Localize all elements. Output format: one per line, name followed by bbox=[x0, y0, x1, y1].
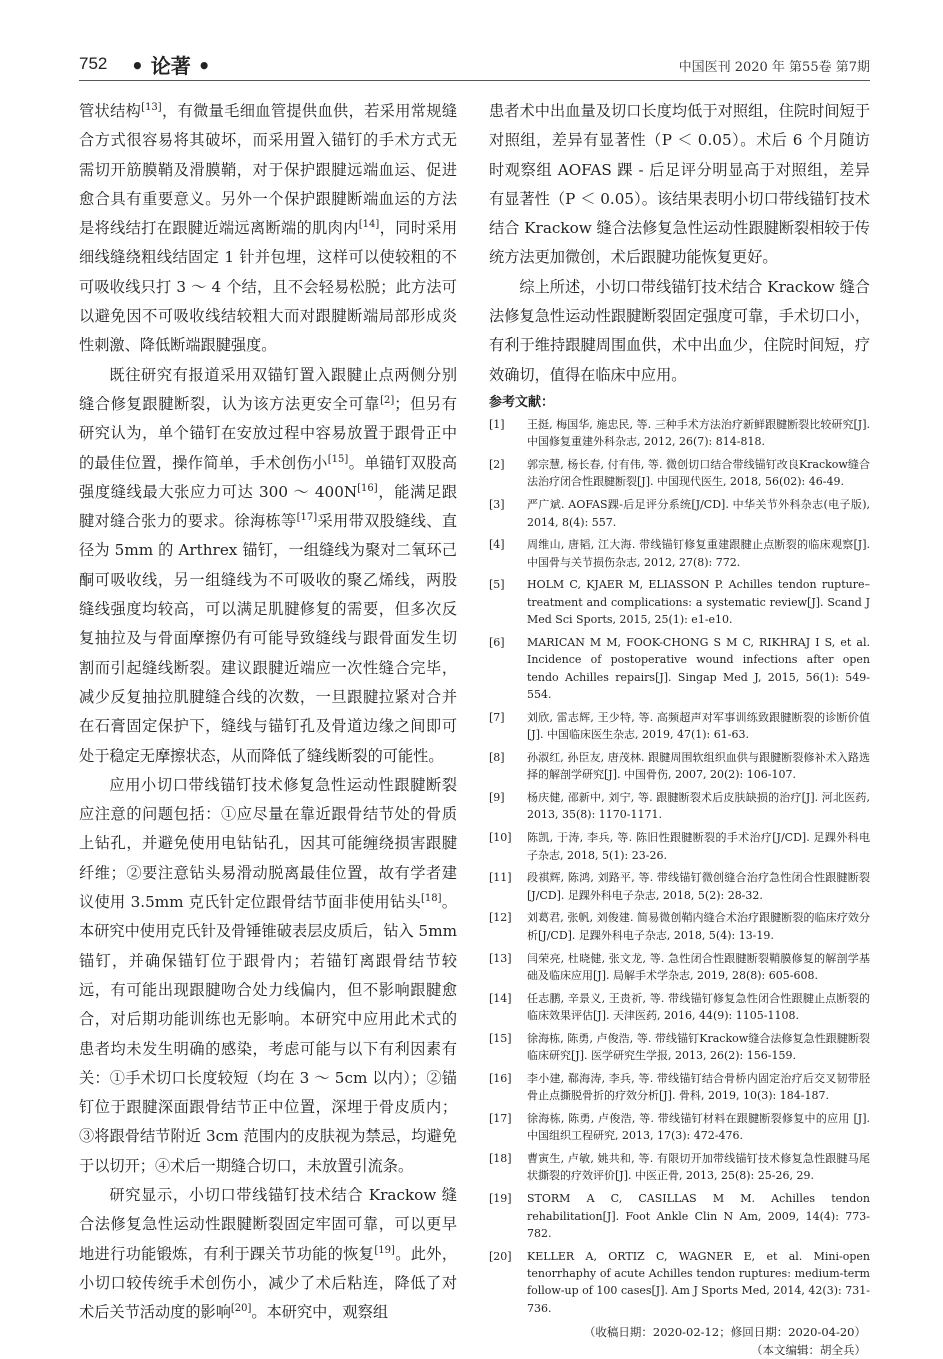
citation[interactable]: [14] bbox=[358, 219, 380, 231]
reference-text: 曹寅生, 卢敏, 姚共和, 等. 有限切开加带线锚钉技术修复急性跟腱马尾状撕裂的疗效评价[J]. 中医正骨, 2013, 25(8): 25-26, 29. bbox=[527, 1152, 870, 1183]
reference-number: [17] bbox=[489, 1111, 512, 1125]
reference-number: [5] bbox=[489, 578, 505, 592]
reference-text: 周维山, 唐韬, 江大海. 带线锚钉修复重建跟腱止点断裂的临床观察[J]. 中国骨与关节损伤杂志, 2012, 27(8): 772. bbox=[527, 538, 870, 569]
reference-item bbox=[489, 829, 870, 864]
journal-info: 中国医刊 2020 年 第55卷 第7期 bbox=[678, 60, 870, 75]
reference-item bbox=[489, 749, 870, 784]
paragraph: 综上所述，小切口带线锚钉技术结合 Krackow 缝合法修复急性运动性跟腱断裂固定强度可靠，手术切口小，有利于维持跟腱周围血供，术中出血少，住院时间短，疗效确切，值得在临床中应用。 bbox=[489, 277, 870, 384]
reference-number: [8] bbox=[489, 750, 505, 764]
reference-text: 徐海栋, 陈勇, 卢俊浩, 等. 带线锚钉材料在跟腱断裂修复中的应用 [J]. 中国组织工程研究, 2013, 17(3): 472-476. bbox=[527, 1111, 870, 1143]
reference-text: 王挺, 梅国华, 施忠民, 等. 三种手术方法治疗新鲜跟腱断裂比较研究[J]. 中国修复重建外科杂志, 2012, 26(7): 814-818. bbox=[527, 417, 870, 449]
reference-number: [15] bbox=[489, 1031, 512, 1045]
reference-text: MARICAN M M, FOOK-CHONG S M C, RIKHRAJ I S, et al. Incidence of postoperative wound infections after open tendo Achilles repairs[J]. Singap Med J, 2015, 56(1): 549-554. bbox=[527, 635, 870, 702]
reference-text: 陈凯, 于涛, 李兵, 等. 陈旧性跟腱断裂的手术治疗[J/CD]. 足踝外科电子杂志, 2018, 5(1): 23-26. bbox=[527, 831, 870, 862]
reference-item bbox=[489, 990, 870, 1025]
reference-number: [19] bbox=[489, 1192, 512, 1206]
reference-number: [2] bbox=[489, 458, 505, 472]
reference-number: [6] bbox=[489, 635, 505, 649]
reference-list bbox=[489, 416, 870, 1317]
citation[interactable]: [16] bbox=[357, 482, 378, 494]
right-column bbox=[489, 97, 870, 1359]
citation[interactable]: [19] bbox=[374, 1244, 395, 1256]
reference-item bbox=[489, 416, 870, 451]
reference-text: STORM A C, CASILLAS M M. Achilles tendon rehabilitation[J]. Foot Ankle Clin N Am, 2009, 14(4): 773-782. bbox=[527, 1192, 870, 1240]
reference-item bbox=[489, 1110, 870, 1145]
reference-item bbox=[489, 1190, 870, 1242]
reference-number: [11] bbox=[489, 871, 512, 885]
reference-number: [18] bbox=[489, 1152, 512, 1166]
reference-item bbox=[489, 576, 870, 628]
reference-item bbox=[489, 496, 870, 531]
citation[interactable]: [20] bbox=[230, 1303, 252, 1315]
reference-number: [12] bbox=[489, 911, 512, 925]
reference-text: 刘葛君, 张帆, 刘俊建. 简易微创鞘内缝合术治疗跟腱断裂的临床疗效分析[J/CD]. 足踝外科电子杂志, 2018, 5(4): 13-19. bbox=[527, 911, 870, 942]
reference-number: [3] bbox=[489, 498, 505, 512]
reference-number: [20] bbox=[489, 1249, 512, 1263]
reference-text: 任志鹏, 辛景义, 王贵祈, 等. 带线锚钉修复急性闭合性跟腱止点断裂的临床效果评估[J]. 天津医药, 2016, 44(9): 1105-1108. bbox=[527, 991, 870, 1023]
reference-item bbox=[489, 709, 870, 744]
reference-text: 徐海栋, 陈勇, 卢俊浩, 等. 带线锚钉Krackow缝合法修复急性跟腱断裂临床研究[J]. 医学研究生学报, 2013, 26(2): 156-159. bbox=[527, 1031, 870, 1063]
reference-text: 段祺辉, 陈鸿, 刘路平, 等. 带线锚钉微创缝合治疗急性闭合性跟腱断裂[J/CD]. 足踝外科电子杂志, 2018, 5(2): 28-32. bbox=[527, 871, 870, 902]
reference-text: 闫荣亮, 杜晓健, 张文龙, 等. 急性闭合性跟腱断裂鞘膜修复的解剖学基础及临床应用[J]. 局解手术学杂志, 2019, 28(8): 605-608. bbox=[527, 951, 870, 982]
left-column bbox=[79, 97, 457, 1327]
reference-item bbox=[489, 1150, 870, 1185]
reference-text: 刘欣, 雷志辉, 王少特, 等. 高频超声对军事训练致跟腱断裂的诊断价值[J]. 中国临床医生杂志, 2019, 47(1): 61-63. bbox=[527, 710, 870, 742]
reference-item bbox=[489, 1070, 870, 1105]
citation[interactable]: [2] bbox=[380, 394, 395, 406]
reference-item bbox=[489, 1248, 870, 1318]
reference-item bbox=[489, 536, 870, 571]
citation[interactable]: [13] bbox=[141, 101, 162, 113]
page-number: 752 bbox=[79, 54, 108, 73]
reference-text: 郭宗慧, 杨长春, 付有伟, 等. 微创切口结合带线锚钉改良Krackow缝合法治疗闭合性跟腱断裂[J]. 中国现代医生, 2018, 56(02): 46-49. bbox=[527, 458, 870, 489]
reference-item bbox=[489, 909, 870, 944]
reference-number: [13] bbox=[489, 951, 512, 965]
reference-text: 孙淑红, 孙臣友, 唐茂林. 跟腱周围软组织血供与跟腱断裂修补术入路选择的解剖学研究[J]. 中国骨伤, 2007, 20(2): 106-107. bbox=[527, 750, 870, 782]
reference-item bbox=[489, 950, 870, 985]
paragraph: 既往研究有报道采用双锚钉置入跟腱止点两侧分别缝合修复跟腱断裂，认为该方法更安全可靠[2]；但另有研究认为，单个锚钉在安放过程中容易放置于跟骨正中的最佳位置，操作简单，手术创伤小[15]。单锚钉双股高强度缝线最大张应力可达 300 ～ 400N[16]，能满足跟腱对缝合张力的要求。徐海栋等[17]采用带双股缝线、直径为 5mm 的 Arthrex 锚钉，一组缝线为聚对二氧环己酮可吸收线，另一组缝线为不可吸收的聚乙烯线，两股缝线强度均较高，可以满足肌腱修复的需要，但多次反复抽拉及与骨面摩擦仍有可能导致缝线与跟骨面发生切割而引起缝线断裂。建议跟腱近端应一次性缝合完毕，减少反复抽拉肌腱缝合线的次数，一旦跟腱拉紧对合并在石膏固定保护下，缝线与锚钉孔及骨道边缘之间即可处于稳定无摩擦状态，从而降低了缝线断裂的可能性。 bbox=[79, 365, 458, 765]
citation[interactable]: [15] bbox=[327, 453, 349, 465]
citation[interactable]: [18] bbox=[420, 892, 442, 904]
reference-item bbox=[489, 789, 870, 824]
reference-item bbox=[489, 634, 870, 704]
references-heading: 参考文献： bbox=[489, 394, 555, 410]
reference-item bbox=[489, 869, 870, 904]
citation[interactable]: [17] bbox=[296, 512, 318, 524]
reference-text: 严广斌. AOFAS踝-后足评分系统[J/CD]. 中华关节外科杂志(电子版), 2014, 8(4): 557. bbox=[527, 498, 870, 529]
reference-number: [4] bbox=[489, 538, 505, 552]
reference-text: 李小建, 郗海涛, 李兵, 等. 带线锚钉结合骨桥内固定治疗后交叉韧带胫骨止点撕脱骨折的疗效分析[J]. 骨科, 2019, 10(3): 184-187. bbox=[527, 1071, 870, 1103]
paragraph: 管状结构[13]，有微量毛细血管提供血供，若采用常规缝合方式很容易将其破坏，而采用置入锚钉的手术方式无需切开筋膜鞘及滑膜鞘，对于保护跟腱远端血运、促进愈合具有重要意义。另外一个保护跟腱断端血运的方法是将线结打在跟腱近端远离断端的肌肉内[14]，同时采用细线缝绕粗线结固定 1 针并包埋，这样可以使较粗的不可吸收线只打 3 ～ 4 个结，且不会轻易松脱；此方法可以避免因不可吸收线结较粗大而对跟腱断端局部形成炎性刺激、降低断端跟腱强度。 bbox=[79, 101, 458, 355]
reference-number: [9] bbox=[489, 791, 505, 805]
reference-number: [7] bbox=[489, 710, 505, 724]
reference-item bbox=[489, 1030, 870, 1065]
section-label: • 论著 • bbox=[131, 54, 211, 78]
reference-text: 杨庆健, 邵新中, 刘宁, 等. 跟腱断裂术后皮肤缺损的治疗[J]. 河北医药, 2013, 35(8): 1170-1171. bbox=[527, 791, 870, 822]
reference-number: [16] bbox=[489, 1071, 512, 1085]
reference-number: [10] bbox=[489, 831, 512, 845]
paragraph: 患者术中出血量及切口长度均低于对照组，住院时间短于对照组，差异有显著性（P ＜ 0.05）。术后 6 个月随访时观察组 AOFAS 踝 - 后足评分明显高于对照组，差异有显著性（P ＜ 0.05）。该结果表明小切口带线锚钉技术结合 Krackow 缝合法修复急性运动性跟腱断裂相较于传统方法更加微创，术后跟腱功能恢复更好。 bbox=[489, 102, 870, 267]
editor-note: （本文编辑：胡全兵） bbox=[751, 1342, 866, 1357]
paragraph: 研究显示，小切口带线锚钉技术结合 Krackow 缝合法修复急性运动性跟腱断裂固定牢固可靠，可以更早地进行功能锻炼，有利于踝关节功能的恢复[19]。此外，小切口较传统手术创伤小，减少了术后粘连，降低了对术后关节活动度的影响[20]。本研究中，观察组 bbox=[79, 1185, 458, 1322]
reference-number: [1] bbox=[489, 417, 505, 431]
reference-number: [14] bbox=[489, 991, 512, 1005]
received-dates: （收稿日期：2020-02-12；修回日期：2020-04-20） bbox=[583, 1324, 866, 1339]
paragraph: 应用小切口带线锚钉技术修复急性运动性跟腱断裂应注意的问题包括：①应尽量在靠近跟骨结节处的骨质上钻孔，并避免使用电钻钻孔，因其可能缠绕损害跟腱纤维；②要注意钻头易滑动脱离最佳位置，故有学者建议使用 3.5mm 克氏针定位跟骨结节面非使用钻头[18]。本研究中使用克氏针及骨锤锥破表层皮质后，钻入 5mm 锚钉，并确保锚钉位于跟骨内；若锚钉离跟骨结节较远，有可能出现跟腱吻合处力线偏内，但不影响跟腱愈合，对后期功能训练也无影响。本研究中应用此术式的患者均未发生明确的感染，考虑可能与以下有利因素有关：①手术切口长度较短（均在 3 ～ 5cm 以内）；②锚钉位于跟腱深面跟骨结节正中位置，深埋于骨皮质内；③将跟骨结节附近 3cm 范围内的皮肤视为禁忌，均避免于以切开；④术后一期缝合切口，未放置引流条。 bbox=[79, 775, 457, 1175]
reference-item bbox=[489, 456, 870, 491]
reference-text: HOLM C, KJAER M, ELIASSON P. Achilles tendon rupture–treatment and complications: a systematic review[J]. Scand J Med Sci Sports, 2015, 25(1): e1-e10. bbox=[527, 578, 870, 627]
reference-text: KELLER A, ORTIZ C, WAGNER E, et al. Mini-open tenorrhaphy of acute Achilles tendon ruptures: medium-term follow-up of 100 cases[J]. Am J Sports Med, 2014, 42(3): 731-736. bbox=[527, 1249, 870, 1315]
page-header bbox=[79, 44, 870, 81]
